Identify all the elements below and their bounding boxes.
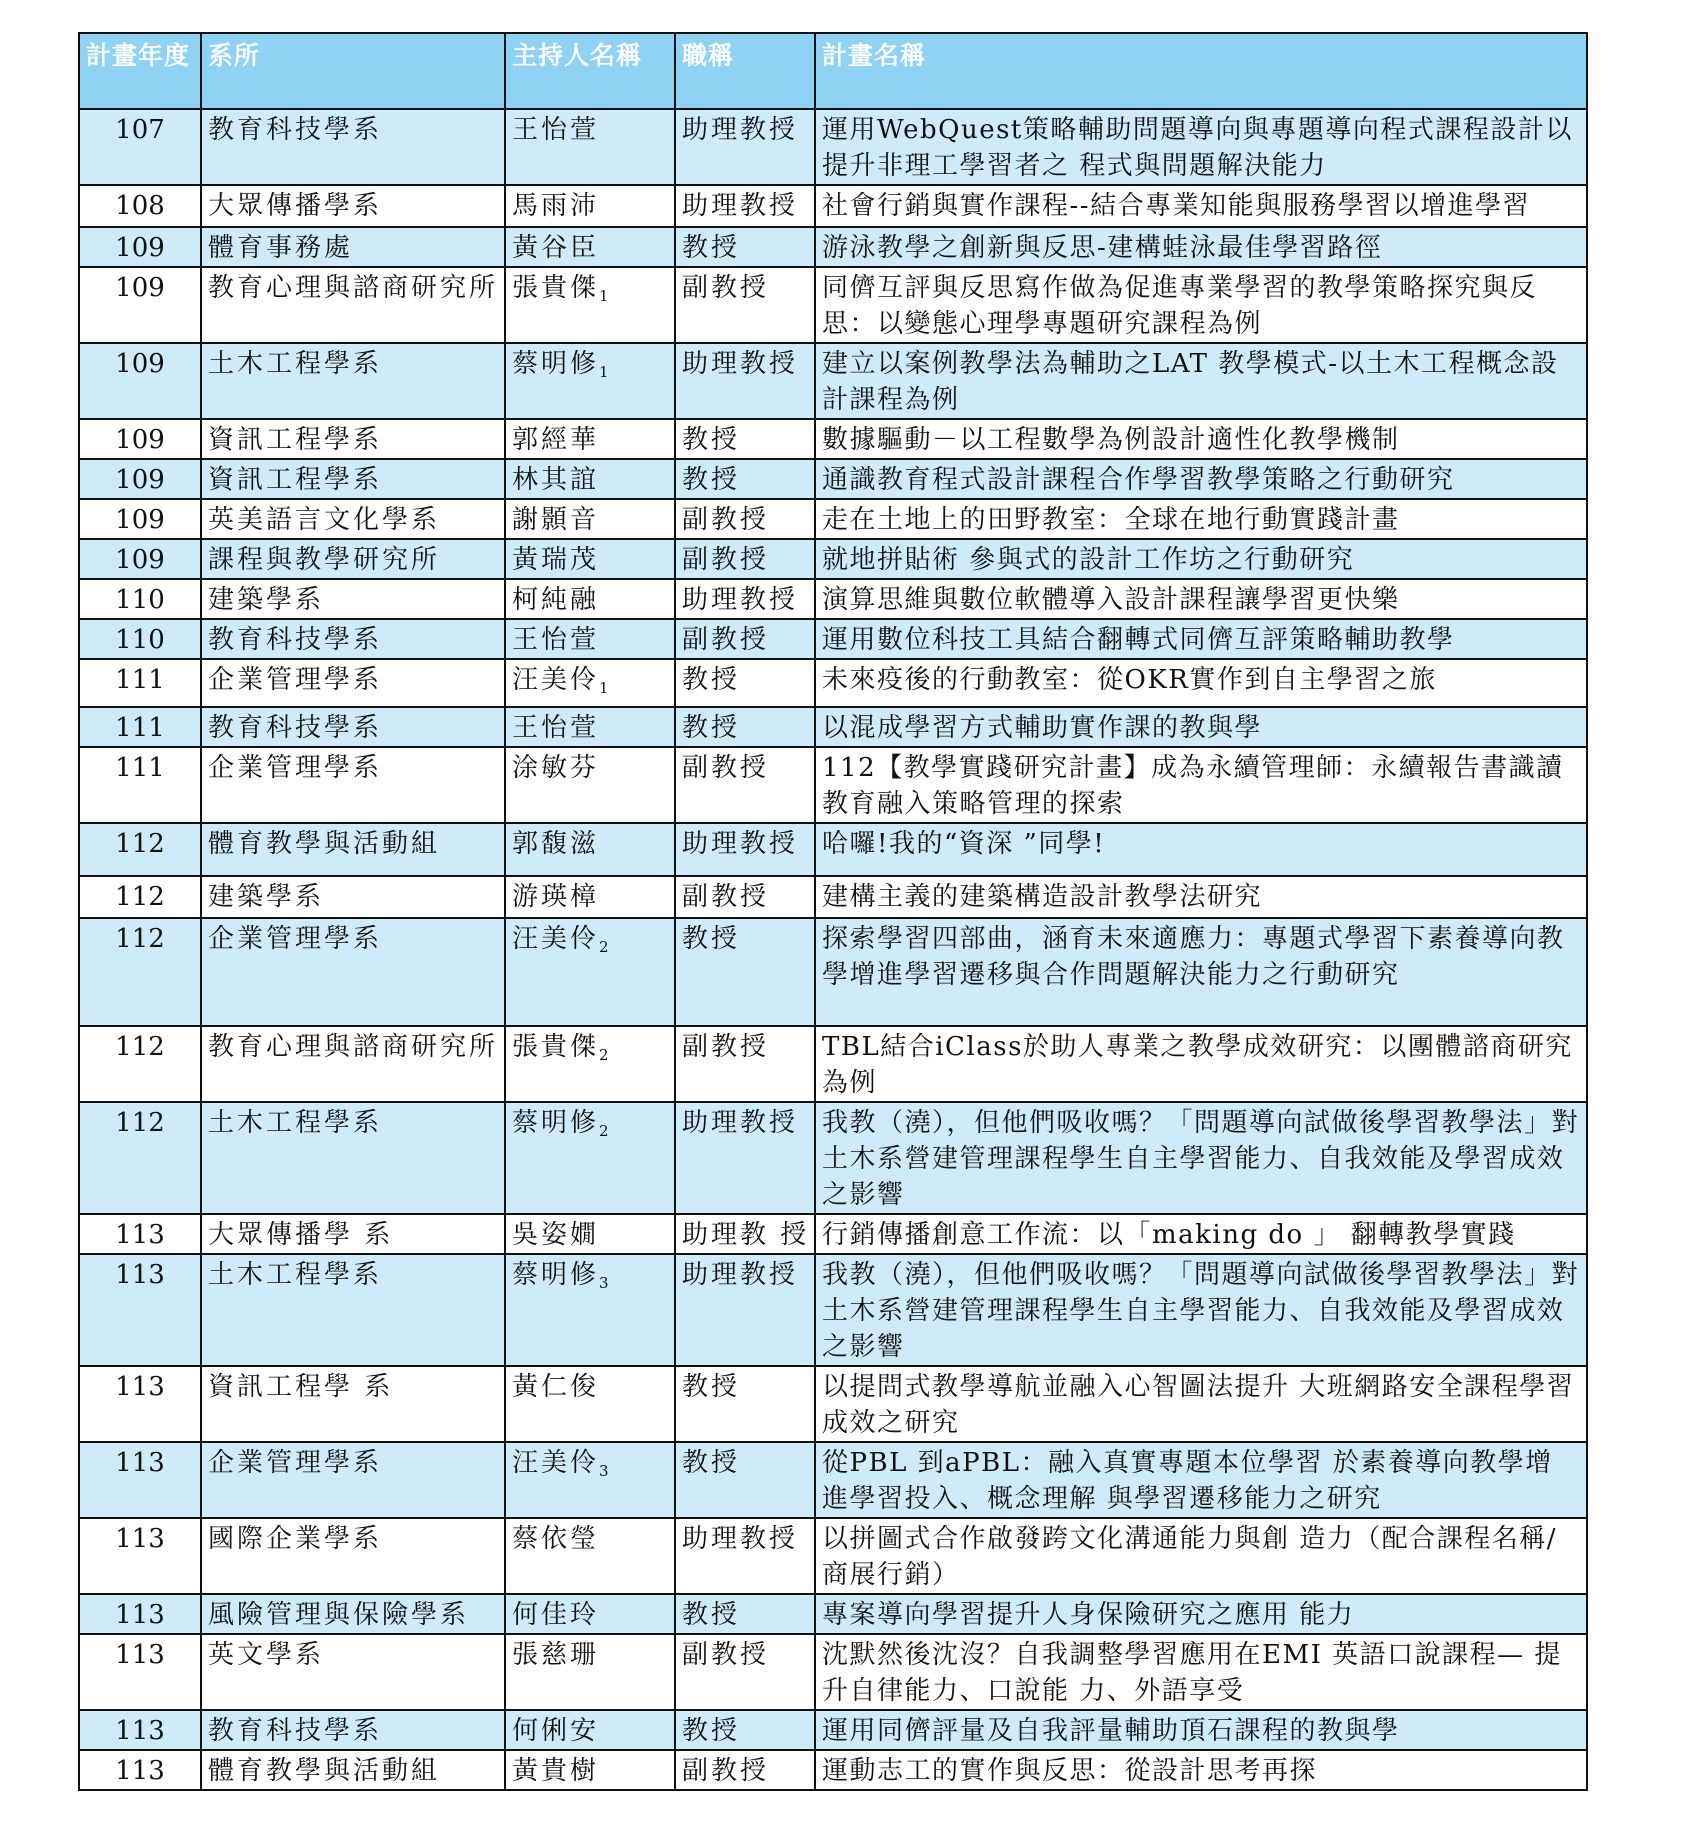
cell-pi xyxy=(505,1254,675,1366)
table-row xyxy=(79,1102,1587,1214)
cell-project-name: 112【教學實踐研究計畫】成為永續管理師：永續報告書識讀教育融入策略管理的探索 xyxy=(815,747,1587,823)
cell-pi xyxy=(505,267,675,343)
pi-name: 蔡明修 xyxy=(512,349,600,379)
pi-name: 張貴傑 xyxy=(512,1032,600,1062)
cell-title: 副教授 xyxy=(675,499,815,539)
cell-pi xyxy=(505,747,675,823)
cell-year: 113 xyxy=(79,1750,201,1790)
cell-year: 113 xyxy=(79,1634,201,1710)
cell-year: 109 xyxy=(79,227,201,267)
cell-project-name: 走在土地上的田野教室：全球在地行動實踐計畫 xyxy=(815,499,1587,539)
cell-project-name: TBL結合iClass於助人專業之教學成效研究：以團體諮商研究為例 xyxy=(815,1026,1587,1102)
cell-year: 111 xyxy=(79,707,201,747)
pi-name: 郭馥滋 xyxy=(512,829,600,859)
cell-pi xyxy=(505,227,675,267)
pi-name: 王怡萱 xyxy=(512,625,600,655)
cell-pi xyxy=(505,619,675,659)
table-row xyxy=(79,707,1587,747)
pi-name: 黃貴樹 xyxy=(512,1756,600,1786)
cell-project-name: 通識教育程式設計課程合作學習教學策略之行動研究 xyxy=(815,459,1587,499)
cell-dept: 企業管理學系 xyxy=(201,659,505,707)
cell-title: 副教授 xyxy=(675,747,815,823)
cell-dept: 企業管理學系 xyxy=(201,1442,505,1518)
cell-title: 副教授 xyxy=(675,619,815,659)
cell-year: 108 xyxy=(79,185,201,227)
cell-year: 113 xyxy=(79,1442,201,1518)
cell-title: 助理教授 xyxy=(675,1254,815,1366)
cell-pi xyxy=(505,1518,675,1594)
cell-year: 113 xyxy=(79,1214,201,1254)
cell-pi xyxy=(505,1750,675,1790)
table-row xyxy=(79,918,1587,1026)
table-row xyxy=(79,1634,1587,1710)
cell-title: 副教授 xyxy=(675,876,815,918)
cell-project-name: 游泳教學之創新與反思-建構蛙泳最佳學習路徑 xyxy=(815,227,1587,267)
cell-dept: 資訊工程學 系 xyxy=(201,1366,505,1442)
cell-dept: 教育科技學系 xyxy=(201,619,505,659)
cell-dept: 教育科技學系 xyxy=(201,707,505,747)
cell-title: 教授 xyxy=(675,419,815,459)
table-row xyxy=(79,185,1587,227)
table-row xyxy=(79,499,1587,539)
pi-name: 何佳玲 xyxy=(512,1600,600,1630)
cell-dept: 英文學系 xyxy=(201,1634,505,1710)
cell-pi xyxy=(505,419,675,459)
header-dept: 系所 xyxy=(201,33,505,109)
pi-name: 黃瑞茂 xyxy=(512,545,600,575)
pi-name: 蔡明修 xyxy=(512,1260,600,1290)
cell-pi xyxy=(505,1102,675,1214)
cell-title: 教授 xyxy=(675,227,815,267)
cell-pi xyxy=(505,1710,675,1750)
cell-pi xyxy=(505,343,675,419)
table-row xyxy=(79,1594,1587,1634)
pi-name: 蔡依瑩 xyxy=(512,1524,600,1554)
cell-title: 副教授 xyxy=(675,1750,815,1790)
cell-dept: 建築學系 xyxy=(201,876,505,918)
cell-project-name: 運用數位科技工具結合翻轉式同儕互評策略輔助教學 xyxy=(815,619,1587,659)
pi-name: 張貴傑 xyxy=(512,273,600,303)
cell-title: 教授 xyxy=(675,1442,815,1518)
cell-year: 111 xyxy=(79,747,201,823)
cell-title: 助理教授 xyxy=(675,185,815,227)
cell-title: 副教授 xyxy=(675,1634,815,1710)
table-row xyxy=(79,267,1587,343)
cell-dept: 體育教學與活動組 xyxy=(201,1750,505,1790)
pi-name: 吳姿嫺 xyxy=(512,1220,600,1250)
pi-name: 涂敏芬 xyxy=(512,753,600,783)
table-row xyxy=(79,1710,1587,1750)
table-row xyxy=(79,876,1587,918)
cell-year: 112 xyxy=(79,918,201,1026)
cell-title: 教授 xyxy=(675,1710,815,1750)
pi-name: 謝顥音 xyxy=(512,505,600,535)
cell-pi xyxy=(505,1026,675,1102)
cell-project-name: 同儕互評與反思寫作做為促進專業學習的教學策略探究與反思：以變態心理學專題研究課程為例 xyxy=(815,267,1587,343)
cell-dept: 風險管理與保險學系 xyxy=(201,1594,505,1634)
cell-title: 教授 xyxy=(675,659,815,707)
cell-pi xyxy=(505,499,675,539)
cell-project-name: 沈默然後沈沒？自我調整學習應用在EMI 英語口說課程— 提升自律能力、口說能 力、外語享受 xyxy=(815,1634,1587,1710)
pi-name: 汪美伶 xyxy=(512,924,600,954)
cell-year: 109 xyxy=(79,267,201,343)
cell-year: 113 xyxy=(79,1254,201,1366)
cell-title: 副教授 xyxy=(675,1026,815,1102)
table-row xyxy=(79,459,1587,499)
cell-year: 113 xyxy=(79,1594,201,1634)
cell-title: 助理教 授 xyxy=(675,1214,815,1254)
cell-pi xyxy=(505,823,675,876)
table-row xyxy=(79,539,1587,579)
table-row xyxy=(79,419,1587,459)
cell-dept: 資訊工程學系 xyxy=(201,419,505,459)
pi-index: 1 xyxy=(599,287,609,305)
table-row xyxy=(79,227,1587,267)
cell-title: 教授 xyxy=(675,1594,815,1634)
cell-project-name: 探索學習四部曲，涵育未來適應力：專題式學習下素養導向教學增進學習遷移與合作問題解決能力之行動研究 xyxy=(815,918,1587,1026)
cell-pi xyxy=(505,539,675,579)
cell-dept: 企業管理學系 xyxy=(201,918,505,1026)
pi-name: 汪美伶 xyxy=(512,665,600,695)
pi-index: 2 xyxy=(599,1122,609,1140)
pi-index: 1 xyxy=(599,679,609,697)
table-row xyxy=(79,619,1587,659)
pi-name: 柯純融 xyxy=(512,585,600,615)
cell-year: 109 xyxy=(79,343,201,419)
cell-dept: 教育心理與諮商研究所 xyxy=(201,1026,505,1102)
cell-pi xyxy=(505,1634,675,1710)
cell-year: 112 xyxy=(79,876,201,918)
cell-project-name: 未來疫後的行動教室：從OKR實作到自主學習之旅 xyxy=(815,659,1587,707)
cell-pi xyxy=(505,1214,675,1254)
project-table xyxy=(78,32,1588,1791)
pi-name: 汪美伶 xyxy=(512,1448,600,1478)
pi-name: 郭經華 xyxy=(512,425,600,455)
cell-project-name: 運用同儕評量及自我評量輔助頂石課程的教與學 xyxy=(815,1710,1587,1750)
cell-pi xyxy=(505,185,675,227)
table-row xyxy=(79,1442,1587,1518)
cell-pi xyxy=(505,876,675,918)
pi-name: 王怡萱 xyxy=(512,115,600,145)
pi-name: 蔡明修 xyxy=(512,1108,600,1138)
cell-project-name: 以混成學習方式輔助實作課的教與學 xyxy=(815,707,1587,747)
cell-project-name: 建立以案例教學法為輔助之LAT 教學模式-以土木工程概念設計課程為例 xyxy=(815,343,1587,419)
table-body xyxy=(79,109,1587,1790)
pi-index: 2 xyxy=(599,1046,609,1064)
cell-project-name: 建構主義的建築構造設計教學法研究 xyxy=(815,876,1587,918)
pi-index: 1 xyxy=(599,363,609,381)
pi-name: 黃仁俊 xyxy=(512,1372,600,1402)
cell-dept: 教育心理與諮商研究所 xyxy=(201,267,505,343)
cell-project-name: 以提問式教學導航並融入心智圖法提升 大班網路安全課程學習成效之研究 xyxy=(815,1366,1587,1442)
cell-dept: 建築學系 xyxy=(201,579,505,619)
cell-dept: 土木工程學系 xyxy=(201,1102,505,1214)
cell-dept: 教育科技學系 xyxy=(201,109,505,185)
cell-pi xyxy=(505,918,675,1026)
table-header-row xyxy=(79,33,1587,109)
table-row xyxy=(79,579,1587,619)
table-row xyxy=(79,1518,1587,1594)
cell-year: 109 xyxy=(79,459,201,499)
table-row xyxy=(79,1750,1587,1790)
cell-pi xyxy=(505,579,675,619)
table-row xyxy=(79,1026,1587,1102)
cell-project-name: 運用WebQuest策略輔助問題導向與專題導向程式課程設計以提升非理工學習者之 程式與問題解決能力 xyxy=(815,109,1587,185)
cell-year: 113 xyxy=(79,1518,201,1594)
cell-dept: 體育事務處 xyxy=(201,227,505,267)
table-row xyxy=(79,659,1587,707)
cell-pi xyxy=(505,1442,675,1518)
cell-dept: 教育科技學系 xyxy=(201,1710,505,1750)
cell-year: 111 xyxy=(79,659,201,707)
pi-index: 3 xyxy=(599,1274,609,1292)
pi-name: 王怡萱 xyxy=(512,713,600,743)
pi-name: 馬雨沛 xyxy=(512,191,600,221)
pi-name: 游瑛樟 xyxy=(512,882,600,912)
cell-title: 助理教授 xyxy=(675,109,815,185)
cell-title: 助理教授 xyxy=(675,1102,815,1214)
cell-title: 教授 xyxy=(675,918,815,1026)
cell-title: 助理教授 xyxy=(675,1518,815,1594)
cell-project-name: 社會行銷與實作課程--結合專業知能與服務學習以增進學習 xyxy=(815,185,1587,227)
cell-dept: 大眾傳播學 系 xyxy=(201,1214,505,1254)
cell-dept: 企業管理學系 xyxy=(201,747,505,823)
table-row xyxy=(79,343,1587,419)
cell-project-name: 運動志工的實作與反思：從設計思考再探 xyxy=(815,1750,1587,1790)
cell-pi xyxy=(505,707,675,747)
cell-year: 112 xyxy=(79,1026,201,1102)
header-year: 計畫年度 xyxy=(79,33,201,109)
cell-pi xyxy=(505,659,675,707)
cell-title: 助理教授 xyxy=(675,343,815,419)
cell-dept: 課程與教學研究所 xyxy=(201,539,505,579)
cell-year: 107 xyxy=(79,109,201,185)
pi-name: 張慈珊 xyxy=(512,1640,600,1670)
table-row xyxy=(79,109,1587,185)
cell-project-name: 我教（澆），但他們吸收嗎？「問題導向試做後學習教學法」對土木系營建管理課程學生自主學習能力、自我效能及學習成效之影響 xyxy=(815,1254,1587,1366)
cell-year: 112 xyxy=(79,823,201,876)
table-row xyxy=(79,823,1587,876)
cell-dept: 體育教學與活動組 xyxy=(201,823,505,876)
cell-title: 副教授 xyxy=(675,267,815,343)
cell-year: 109 xyxy=(79,419,201,459)
cell-project-name: 就地拼貼術 參與式的設計工作坊之行動研究 xyxy=(815,539,1587,579)
pi-index: 3 xyxy=(599,1462,609,1480)
pi-name: 林其誼 xyxy=(512,465,600,495)
cell-title: 助理教授 xyxy=(675,823,815,876)
cell-title: 教授 xyxy=(675,707,815,747)
header-pi: 主持人名稱 xyxy=(505,33,675,109)
cell-pi xyxy=(505,459,675,499)
cell-year: 112 xyxy=(79,1102,201,1214)
cell-project-name: 演算思維與數位軟體導入設計課程讓學習更快樂 xyxy=(815,579,1587,619)
table-row xyxy=(79,747,1587,823)
cell-project-name: 以拼圖式合作啟發跨文化溝通能力與創 造力（配合課程名稱/商展行銷） xyxy=(815,1518,1587,1594)
cell-dept: 資訊工程學系 xyxy=(201,459,505,499)
cell-dept: 土木工程學系 xyxy=(201,343,505,419)
pi-name: 黃谷臣 xyxy=(512,233,600,263)
cell-year: 110 xyxy=(79,579,201,619)
cell-year: 113 xyxy=(79,1366,201,1442)
cell-year: 109 xyxy=(79,499,201,539)
cell-pi xyxy=(505,1594,675,1634)
cell-project-name: 行銷傳播創意工作流：以「making do 」 翻轉教學實踐 xyxy=(815,1214,1587,1254)
cell-title: 教授 xyxy=(675,1366,815,1442)
cell-title: 副教授 xyxy=(675,539,815,579)
cell-title: 助理教授 xyxy=(675,579,815,619)
cell-pi xyxy=(505,109,675,185)
cell-project-name: 我教（澆），但他們吸收嗎？「問題導向試做後學習教學法」對土木系營建管理課程學生自主學習能力、自我效能及學習成效之影響 xyxy=(815,1102,1587,1214)
pi-name: 何俐安 xyxy=(512,1716,600,1746)
cell-project-name: 數據驅動－以工程數學為例設計適性化教學機制 xyxy=(815,419,1587,459)
table-row xyxy=(79,1214,1587,1254)
cell-project-name: 哈囉!我的“資深 ”同學! xyxy=(815,823,1587,876)
document-page xyxy=(78,32,1586,1791)
cell-title: 教授 xyxy=(675,459,815,499)
cell-year: 113 xyxy=(79,1710,201,1750)
pi-index: 2 xyxy=(599,938,609,956)
cell-project-name: 從PBL 到aPBL：融入真實專題本位學習 於素養導向教學增進學習投入、概念理解 與學習遷移能力之研究 xyxy=(815,1442,1587,1518)
cell-year: 110 xyxy=(79,619,201,659)
header-name: 計畫名稱 xyxy=(815,33,1587,109)
cell-dept: 英美語言文化學系 xyxy=(201,499,505,539)
cell-dept: 大眾傳播學系 xyxy=(201,185,505,227)
cell-project-name: 專案導向學習提升人身保險研究之應用 能力 xyxy=(815,1594,1587,1634)
cell-dept: 土木工程學系 xyxy=(201,1254,505,1366)
table-row xyxy=(79,1254,1587,1366)
cell-dept: 國際企業學系 xyxy=(201,1518,505,1594)
header-title: 職稱 xyxy=(675,33,815,109)
table-row xyxy=(79,1366,1587,1442)
cell-pi xyxy=(505,1366,675,1442)
cell-year: 109 xyxy=(79,539,201,579)
